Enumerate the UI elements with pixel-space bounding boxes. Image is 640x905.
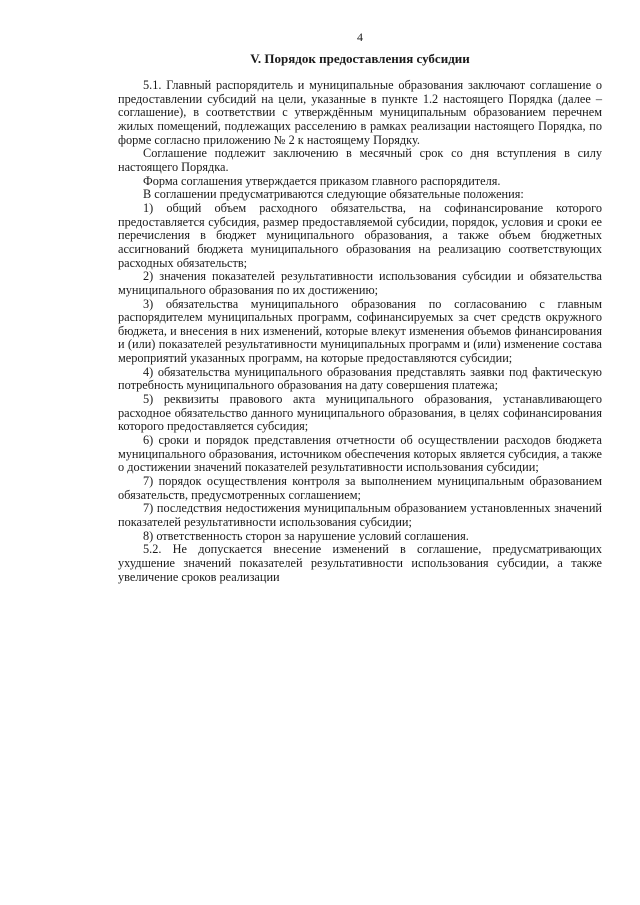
provision-item-2: 2) значения показателей результативности использования субсидии и обязательства муниципального образования по их достижению; (118, 269, 602, 297)
paragraph-5-2: 5.2. Не допускается внесение изменений в соглашение, предусматривающих ухудшение значений показателей результативности использования субсидии, а также увеличение сроков реализации (118, 542, 602, 584)
provision-item-7-consequences: 7) последствия недостижения муниципальным образованием установленных значений показателей результативности использования субсидии; (118, 501, 602, 529)
provision-item-7-control: 7) порядок осуществления контроля за выполнением муниципальным образованием обязательств, предусмотренных соглашением; (118, 474, 602, 502)
provision-item-4: 4) обязательства муниципального образования представлять заявки под фактическую потребность муниципального образования на дату совершения платежа; (118, 364, 602, 393)
provision-item-5: 5) реквизиты правового акта муниципального образования, устанавливающего расходное обязательство данного муниципального образования, в целях софинансирования которого предоставляется субсидия; (118, 392, 602, 434)
paragraph-5-1: 5.1. Главный распорядитель и муниципальные образования заключают соглашение о предоставлении субсидий на цели, указанные в пункте 1.2 настоящего Порядка (далее – соглашение), в соответствии с утверждённым муниципальным образованием перечнем жилых помещений, подлежащих расселению в рамках реализации настоящего Порядка, по форме согласно приложению № 2 к настоящему Порядку. (118, 78, 602, 147)
provision-item-3: 3) обязательства муниципального образования по согласованию с главным распорядителем муниципальных программ, софинансируемых за счет средств окружного бюджета, и внесения в них изменений, которые влекут изменения объемов финансирования и (или) показателей результативности муниципальных программ и (или) изменение состава мероприятий указанных программ, на которые предоставляются субсидии; (118, 296, 602, 366)
paragraph-provisions-intro: В соглашении предусматриваются следующие обязательные положения: (143, 187, 524, 202)
body-text (118, 79, 602, 584)
provision-item-6: 6) сроки и порядок представления отчетности об осуществлении расходов бюджета муниципального образования, источником обеспечения которых является субсидия, а также о достижении значений показателей результативности использования субсидии; (118, 433, 602, 475)
paragraph-agreement-form: Форма соглашения утверждается приказом главного распорядителя. (143, 173, 501, 188)
paragraph-agreement-term: Соглашение подлежит заключению в месячный срок со дня вступления в силу настоящего Порядка. (118, 146, 602, 174)
section-title: V. Порядок предоставления субсидии (250, 51, 470, 66)
page-number: 4 (357, 30, 363, 44)
provision-item-1: 1) общий объем расходного обязательства, на софинансирование которого предоставляется субсидия, размер предоставляемой субсидии, порядок, условия и сроки ее перечисления в бюджет муниципального образования, а также объем бюджетных ассигнований бюджета муниципального образования на реализацию соответствующих расходных обязательств; (118, 200, 602, 270)
provision-item-8: 8) ответственность сторон за нарушение условий соглашения. (143, 528, 469, 543)
